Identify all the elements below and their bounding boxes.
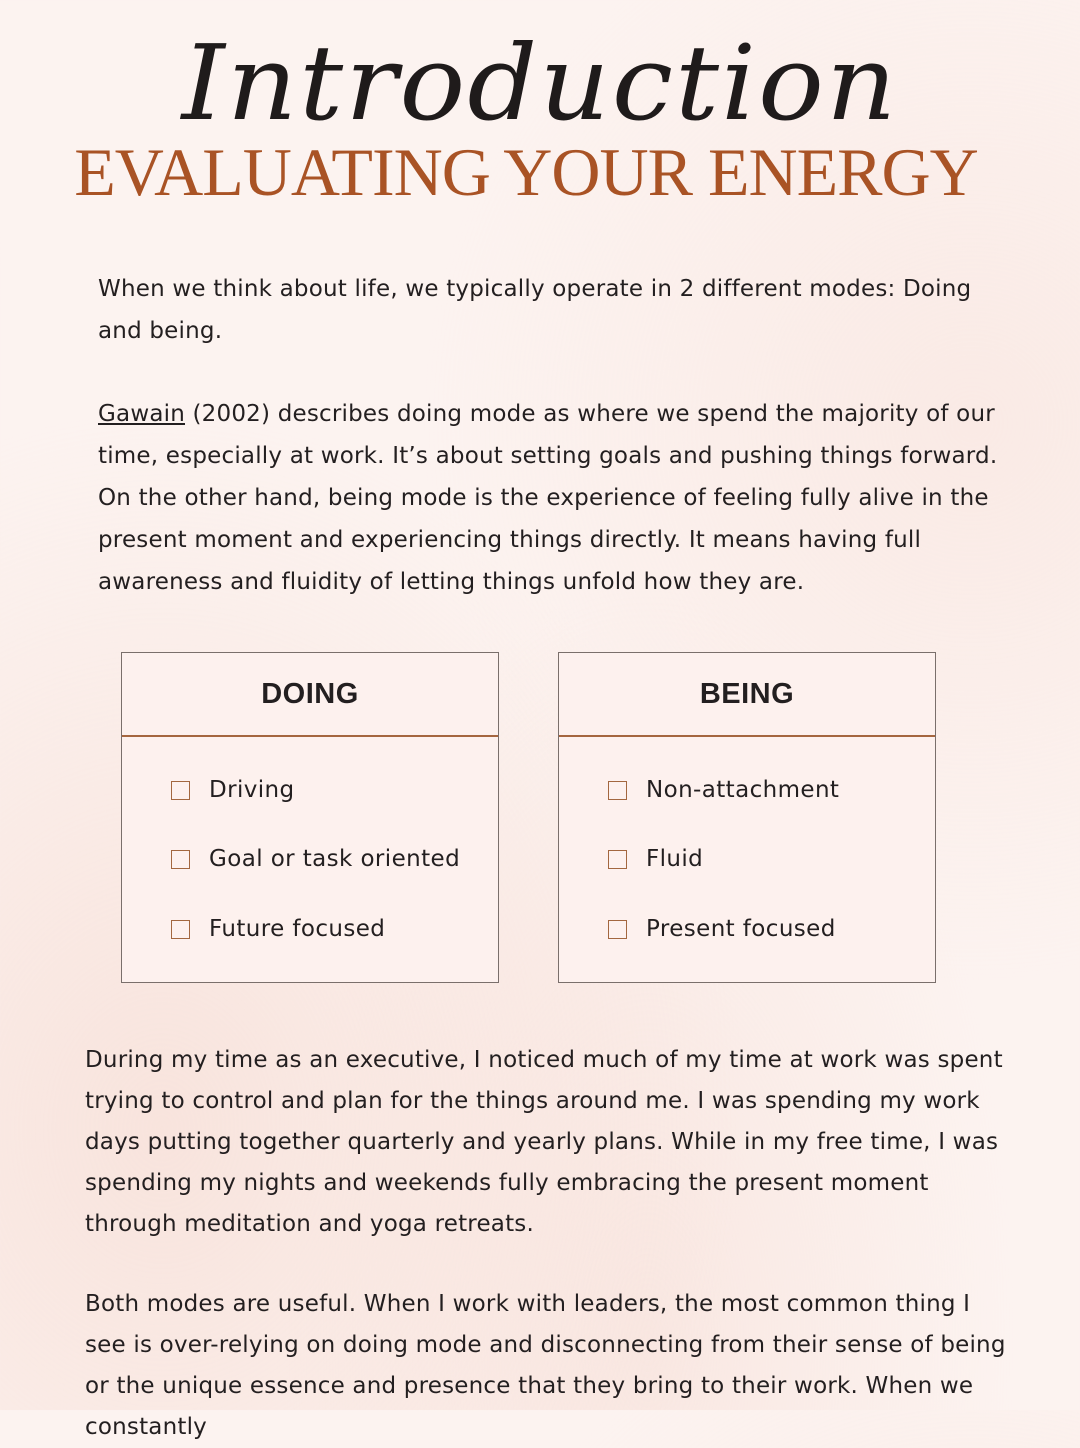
body-paragraph-4: Both modes are useful. When I work with leaders, the most common thing I see is over-relying on doing mode and disconnecting from their sense of being or the unique essence and presence that they bring to their work. When we constantly	[85, 1291, 1006, 1440]
being-item-label: Present focused	[646, 916, 836, 942]
being-item-fluid[interactable]	[608, 839, 703, 879]
doing-item-future[interactable]	[171, 909, 385, 949]
intro-paragraph-2	[98, 393, 1018, 603]
doing-box	[121, 652, 499, 983]
being-box	[558, 652, 936, 983]
being-item-non-attachment[interactable]	[608, 770, 839, 810]
checkbox[interactable]	[608, 781, 627, 800]
doing-item-goal[interactable]	[171, 839, 460, 879]
body-paragraph-3: During my time as an executive, I noticed much of my time at work was spent trying to control and plan for the things around me. I was spending my work days putting together quarterly and yearly plans. While in my free time, I was spending my nights and weekends fully embracing the present moment through meditation and yoga retreats.	[85, 1047, 1003, 1237]
intro-paragraph-1: When we think about life, we typically operate in 2 different modes: Doing and being.	[98, 276, 972, 344]
checkbox[interactable]	[608, 850, 627, 869]
checkbox[interactable]	[608, 920, 627, 939]
doing-item-label: Goal or task oriented	[209, 846, 461, 872]
checkbox[interactable]	[171, 920, 190, 939]
doing-item-label: Future focused	[209, 916, 386, 942]
script-title: Introduction	[181, 22, 899, 144]
doing-item-driving[interactable]	[171, 770, 295, 810]
being-item-present[interactable]	[608, 909, 836, 949]
being-item-label: Non-attachment	[646, 777, 840, 803]
doing-item-label: Driving	[209, 777, 295, 803]
gawain-link[interactable]: Gawain	[98, 401, 185, 427]
doing-title: DOING	[122, 653, 498, 737]
being-title: BEING	[559, 653, 935, 737]
checkbox[interactable]	[171, 781, 190, 800]
being-item-label: Fluid	[646, 846, 704, 872]
checkbox[interactable]	[171, 850, 190, 869]
intro-paragraph-2-text: (2002) describes doing mode as where we spend the majority of our time, especially at work. It’s about setting goals and pushing things forward. On the other hand, being mode is the experience of feeling fully alive in the present moment and experiencing things directly. It means having full awareness and fluidity of letting things unfold how they are.	[98, 401, 998, 595]
page-title: EVALUATING YOUR ENERGY	[74, 134, 978, 210]
